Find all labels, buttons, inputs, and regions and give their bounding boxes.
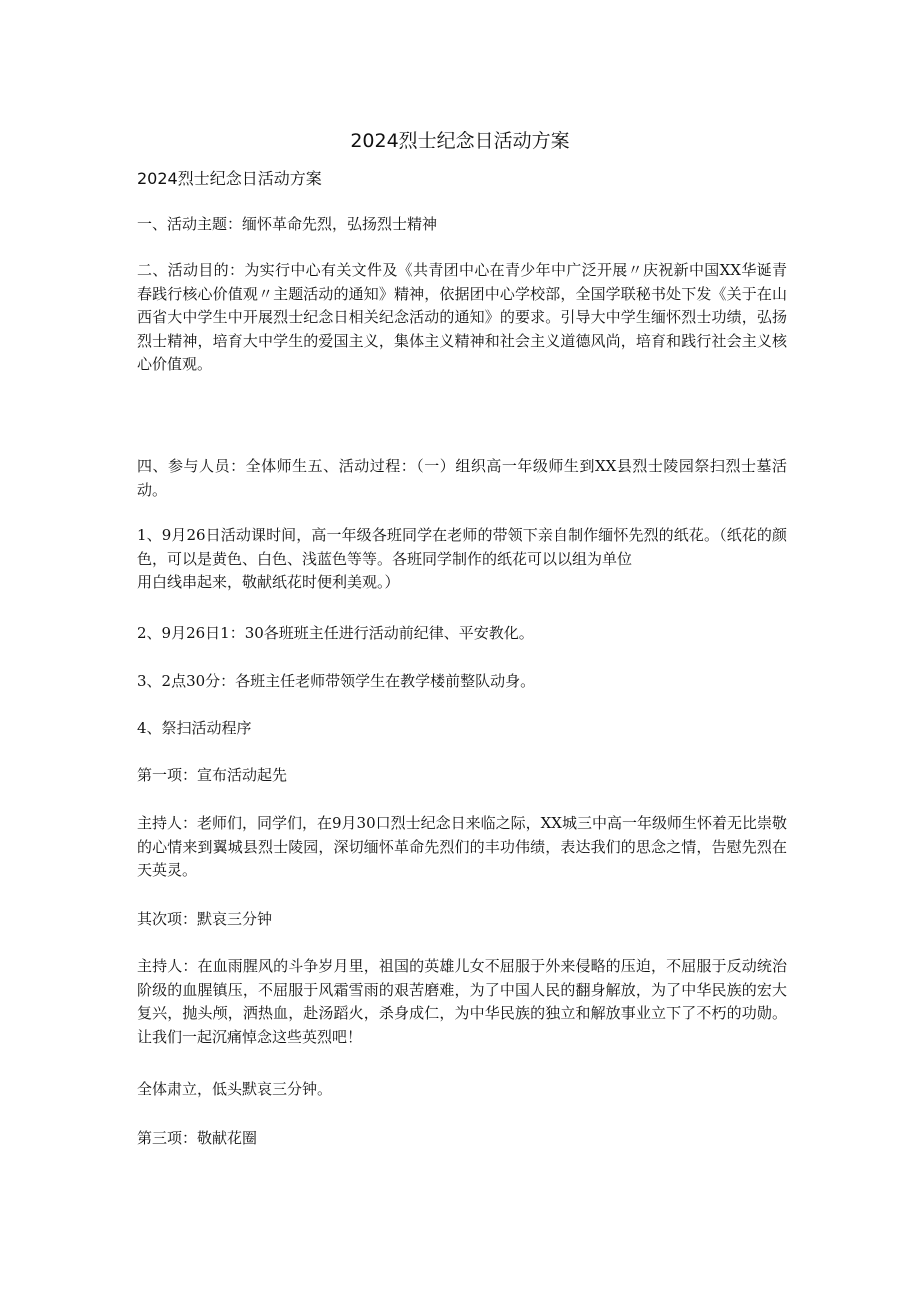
document-subtitle: 2024烈士纪念日活动方案 bbox=[137, 169, 322, 188]
paragraph-step-3: 3、2点30分：各班主任老师带领学生在教学楼前整队动身。 bbox=[137, 672, 536, 690]
paragraph-step-2: 2、9月26日1：30各班班主任进行活动前纪律、平安教化。 bbox=[137, 624, 534, 642]
paragraph-item-1-heading: 第一项：宣布活动起先 bbox=[137, 766, 288, 784]
paragraph-step-1-continued: 用白线串起来，敬献纸花时便利美观。） bbox=[137, 573, 400, 591]
paragraph-item-3-heading: 第三项：敬献花圈 bbox=[137, 1129, 258, 1147]
paragraph-purpose: 二、活动目的：为实行中心有关文件及《共青团中心在青少年中广泛开展〃庆祝新中国XX华诞青春践行核心价值观〃主题活动的通知》精神，依据团中心学校部，全国学联秘书处下发《关于在山西省大中学生中开展烈士纪念日相关纪念活动的通知》的要求。引导大中学生缅怀烈士功绩，弘扬烈士精神，培育大中学生的爱国主义，集体主义精神和社会主义道德风尚，培育和践行社会主义核心价值观。 bbox=[137, 261, 787, 373]
paragraph-item-2-heading: 其次项：默哀三分钟 bbox=[137, 910, 273, 928]
document-title: 2024烈士纪念日活动方案 bbox=[350, 130, 570, 152]
paragraph-step-4: 4、祭扫活动程序 bbox=[137, 719, 252, 737]
paragraph-participants: 四、参与人员：全体师生五、活动过程：（一）组织高一年级师生到XX县烈士陵园祭扫烈士墓活动。 bbox=[137, 457, 787, 499]
paragraph-silence: 全体肃立，低头默哀三分钟。 bbox=[137, 1080, 333, 1098]
paragraph-theme: 一、活动主题：缅怀革命先烈，弘扬烈士精神 bbox=[137, 215, 438, 233]
paragraph-host-speech-1: 主持人：老师们，同学们，在9月30口烈士纪念日来临之际，XX城三中高一年级师生怀着无比崇敬的心情来到翼城县烈士陵园，深切缅怀革命先烈们的丰功伟绩，表达我们的思念之情，告慰先烈在天英灵。 bbox=[137, 814, 787, 879]
paragraph-host-speech-2: 主持人：在血雨腥风的斗争岁月里，祖国的英雄儿女不屈服于外来侵略的压迫，不屈服于反动统治阶级的血腥镇压，不屈服于风霜雪雨的艰苦磨难，为了中国人民的翻身解放，为了中华民族的宏大复兴，抛头颅，洒热血，赴汤蹈火，杀身成仁，为中华民族的独立和解放事业立下了不朽的功勋。让我们一起沉痛悼念这些英烈吧！ bbox=[137, 957, 787, 1046]
paragraph-step-1: 1、9月26日活动课时间，高一年级各班同学在老师的带领下亲自制作缅怀先烈的纸花。（纸花的颜色，可以是黄色、白色、浅蓝色等等。各班同学制作的纸花可以以组为单位 bbox=[137, 526, 787, 568]
